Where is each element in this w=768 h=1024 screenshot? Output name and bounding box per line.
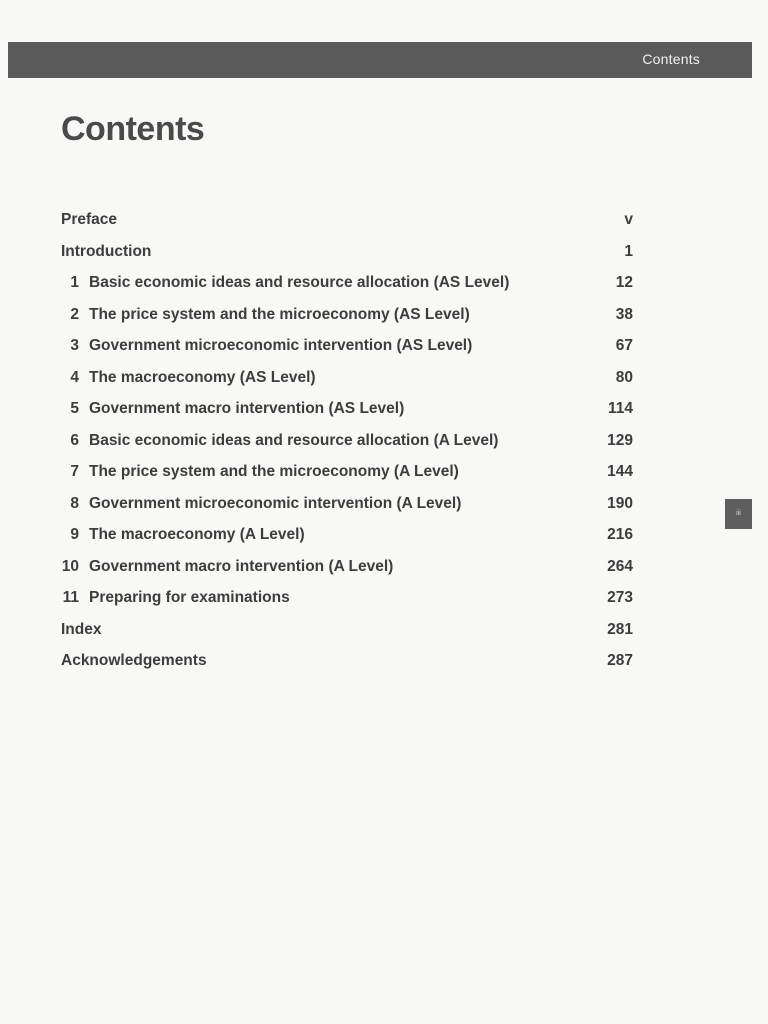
table-of-contents	[61, 205, 633, 678]
toc-entry-page: 67	[615, 337, 633, 354]
toc-entry-page: 273	[607, 589, 633, 606]
toc-entry-chapter-5[interactable]	[61, 394, 633, 426]
page-title: Contents	[61, 110, 205, 148]
toc-entry-title: The macroeconomy (A Level)	[89, 526, 305, 543]
toc-entry-acknowledgements[interactable]	[61, 646, 633, 678]
toc-entry-page: 80	[615, 368, 633, 386]
running-header	[8, 42, 752, 78]
toc-entry-chapter-2[interactable]	[61, 300, 633, 332]
toc-entry-number: 10	[61, 557, 79, 575]
toc-entry-page: 144	[607, 463, 633, 480]
toc-entry-title: Acknowledgements	[61, 652, 207, 669]
toc-entry-title: The price system and the microeconomy (A Level)	[89, 463, 459, 480]
toc-entry-title: The price system and the microeconomy (AS Level)	[89, 305, 470, 323]
toc-entry-chapter-3[interactable]	[61, 331, 633, 363]
toc-entry-page: 190	[607, 494, 633, 512]
toc-entry-chapter-9[interactable]	[61, 520, 633, 552]
toc-entry-title: Index	[61, 620, 102, 638]
toc-entry-page: 12	[615, 274, 633, 291]
toc-entry-index[interactable]	[61, 615, 633, 647]
toc-entry-number: 4	[70, 368, 79, 386]
toc-entry-page: 216	[607, 526, 633, 543]
toc-entry-page: 287	[607, 652, 633, 669]
toc-entry-page: 129	[607, 431, 633, 449]
toc-entry-number: 2	[70, 305, 79, 323]
toc-entry-number: 8	[70, 494, 79, 512]
toc-entry-number: 3	[70, 337, 79, 354]
toc-entry-page: 38	[615, 305, 633, 323]
toc-entry-chapter-11[interactable]	[61, 583, 633, 615]
toc-entry-page: 1	[624, 242, 633, 260]
toc-entry-chapter-7[interactable]	[61, 457, 633, 489]
toc-entry-number: 5	[70, 400, 79, 417]
toc-entry-title: Government microeconomic intervention (A Level)	[89, 494, 462, 512]
toc-entry-chapter-1[interactable]	[61, 268, 633, 300]
toc-entry-title: Introduction	[61, 242, 152, 260]
toc-entry-number: 11	[62, 589, 79, 606]
toc-entry-page: 264	[607, 557, 633, 575]
toc-entry-chapter-6[interactable]	[61, 426, 633, 458]
toc-entry-title: Preface	[61, 211, 118, 228]
page-number-tab: iii	[725, 499, 752, 529]
toc-entry-title: Government macro intervention (AS Level)	[89, 400, 405, 417]
toc-entry-title: Basic economic ideas and resource allocation (AS Level)	[89, 274, 510, 291]
toc-entry-number: 6	[70, 431, 79, 449]
toc-entry-number: 7	[70, 463, 79, 480]
toc-entry-title: The macroeconomy (AS Level)	[89, 368, 316, 386]
toc-entry-chapter-8[interactable]	[61, 489, 633, 521]
running-header-title: Contents	[642, 51, 700, 67]
toc-entry-chapter-4[interactable]	[61, 363, 633, 395]
toc-entry-page: 114	[607, 400, 633, 417]
toc-entry-title: Government microeconomic intervention (AS Level)	[89, 337, 473, 354]
toc-entry-page: v	[624, 211, 633, 228]
toc-entry-number: 9	[70, 526, 79, 543]
toc-entry-title: Preparing for examinations	[89, 589, 290, 606]
toc-entry-title: Government macro intervention (A Level)	[89, 557, 394, 575]
toc-entry-title: Basic economic ideas and resource allocation (A Level)	[89, 431, 499, 449]
toc-entry-introduction[interactable]	[61, 237, 633, 269]
toc-entry-chapter-10[interactable]	[61, 552, 633, 584]
toc-entry-number: 1	[70, 274, 79, 291]
toc-entry-page: 281	[607, 620, 633, 638]
toc-entry-preface[interactable]	[61, 205, 633, 237]
